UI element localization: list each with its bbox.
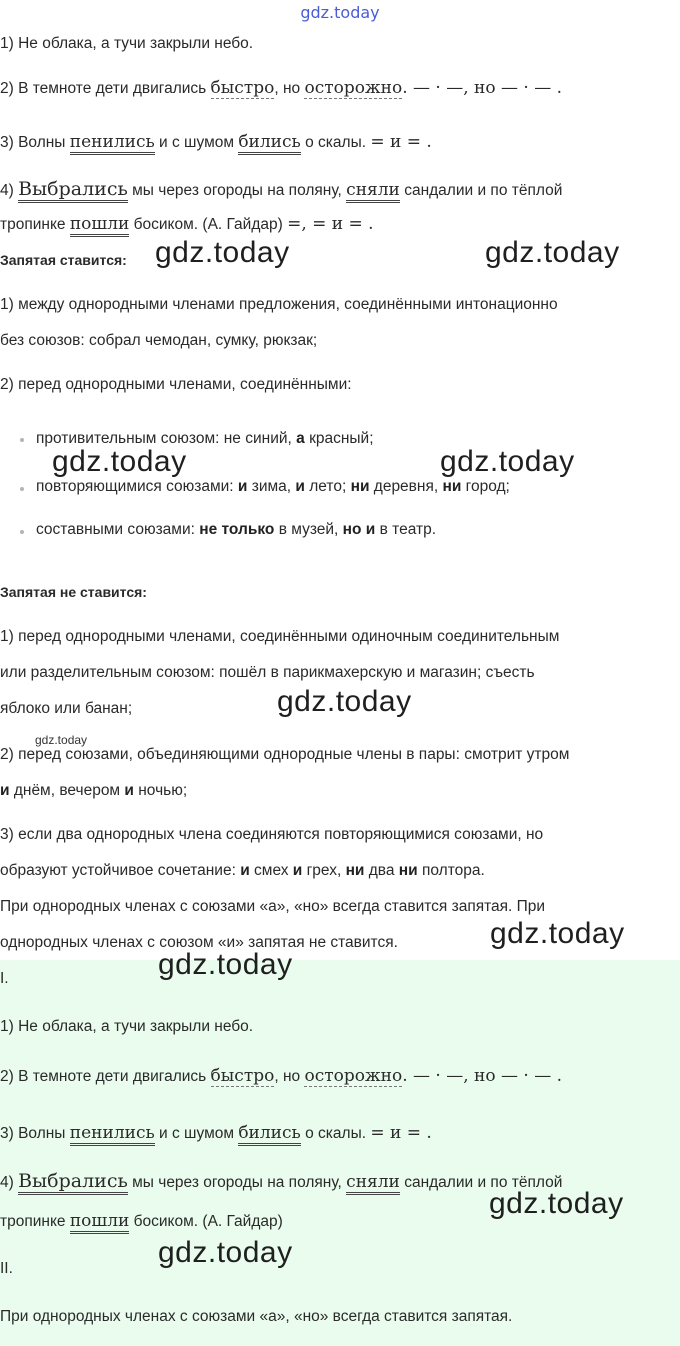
no-rule-1-line3: яблоко или банан;: [0, 700, 133, 717]
watermark: gdz.today: [485, 236, 620, 269]
heading-colon: :: [122, 252, 127, 268]
bullet-dot: [20, 438, 24, 442]
text: мы через огороды на поляну,: [127, 182, 347, 199]
text: 2) В темноте дети двигались: [0, 80, 211, 97]
watermark: gdz.today: [277, 685, 412, 718]
text: составными союзами:: [36, 521, 200, 538]
text: полтора.: [417, 862, 485, 879]
predicate-word: сняли: [346, 1172, 400, 1195]
text: смех: [249, 862, 293, 879]
text: сандалии и по тёплой: [399, 182, 563, 199]
bullet-dot: [20, 487, 24, 491]
bold-conjunction: и: [0, 782, 10, 799]
watermark: gdz.today: [489, 1187, 624, 1220]
text: мы через огороды на поляну,: [127, 1174, 347, 1191]
rule-bullet-3: [36, 521, 436, 539]
ex-sentence-4-line1: [0, 178, 562, 200]
underlined-word: осторожно: [304, 78, 403, 98]
text: 3) Волны: [0, 134, 70, 151]
sentence-schema: . — · —, но — · — .: [402, 1066, 563, 1086]
bold-conjunction: и: [295, 478, 305, 495]
text: в музей,: [274, 521, 343, 538]
text: 3) Волны: [0, 1125, 70, 1142]
answer-sentence-1: 1) Не облака, а тучи закрыли небо.: [0, 1018, 254, 1035]
answer-conclusion: При однородных членах с союзами «а», «но» всегда ставится запятая.: [0, 1308, 513, 1325]
text: тропинке: [0, 1213, 70, 1230]
answer-sentence-3: [0, 1123, 432, 1143]
text: 4): [0, 1174, 19, 1191]
predicate-word: пошли: [70, 1211, 130, 1234]
rule-1-line2: без союзов: собрал чемодан, сумку, рюкзак;: [0, 332, 318, 349]
text: противительным союзом: не синий,: [36, 430, 297, 447]
predicate-word: бились: [238, 1123, 300, 1146]
predicate-word: пенились: [70, 1123, 155, 1146]
text: красный;: [304, 430, 374, 447]
heading-text: Запятая не ставится: [0, 584, 143, 600]
predicate-word: Выбрались: [18, 1170, 128, 1195]
bold-conjunction: и: [292, 862, 303, 879]
text: зима,: [247, 478, 296, 495]
text: образуют устойчивое сочетание:: [0, 862, 241, 879]
no-rule-3-line2: [0, 862, 485, 880]
text: 4): [0, 182, 19, 199]
text: и с шумом: [154, 134, 239, 151]
bold-conjunction: но и: [342, 521, 376, 538]
summary-line1: При однородных членах с союзами «а», «но» всегда ставится запятая. При: [0, 898, 546, 915]
watermark: gdz.today: [158, 1236, 293, 1269]
no-rule-1-line1: 1) перед однородными членами, соединёнными одиночным соединительным: [0, 628, 560, 645]
text: повторяющимися союзами:: [36, 478, 238, 495]
sentence-schema: . — · —, но — · — .: [402, 78, 563, 98]
text: деревня,: [369, 478, 443, 495]
no-rule-1-line2: или разделительным союзом: пошёл в парикмахерскую и магазин; съесть: [0, 664, 535, 681]
ex-sentence-4-line2: [0, 214, 374, 234]
rule-1-line1: 1) между однородными членами предложения, соединёнными интонационно: [0, 296, 558, 313]
no-rule-2-line1: 2) перед союзами, объединяющими однородные члены в пары: смотрит утром: [0, 746, 570, 763]
predicate-word: пошли: [70, 214, 130, 237]
text: в театр.: [375, 521, 437, 538]
text: босиком. (А. Гайдар): [129, 216, 288, 233]
watermark: gdz.today: [158, 948, 293, 981]
rule-bullet-2: [36, 478, 510, 496]
text: , но: [274, 1068, 305, 1085]
watermark: gdz.today: [490, 917, 625, 950]
predicate-word: Выбрались: [18, 178, 128, 203]
no-rule-3-line1: 3) если два однородных члена соединяются повторяющимися союзами, но: [0, 826, 544, 843]
watermark: gdz.today: [440, 445, 575, 478]
bold-conjunction: не только: [199, 521, 275, 538]
sentence-schema: =, = и = .: [287, 214, 374, 234]
predicate-word: сняли: [346, 180, 400, 203]
text: грех,: [302, 862, 346, 879]
bold-conjunction: и: [237, 478, 248, 495]
bold-conjunction: и: [124, 782, 134, 799]
text: 2) В темноте дети двигались: [0, 1068, 211, 1085]
watermark-top: gdz.today: [300, 3, 380, 22]
underlined-word: осторожно: [304, 1066, 403, 1086]
text: днём, вечером: [9, 782, 125, 799]
watermark-small: gdz.today: [35, 733, 88, 747]
bold-conjunction: ни: [350, 478, 370, 495]
text: город;: [461, 478, 510, 495]
no-rule-2-line2: [0, 782, 187, 800]
bold-conjunction: а: [296, 430, 305, 447]
summary-line2: однородных членах с союзом «и» запятая не ставится.: [0, 934, 398, 951]
predicate-word: пенились: [70, 132, 155, 155]
underlined-word: быстро: [210, 1066, 275, 1086]
answer-roman-2: II.: [0, 1260, 13, 1277]
answer-sentence-2: [0, 1066, 562, 1086]
bold-conjunction: и: [240, 862, 250, 879]
sentence-schema: = и = .: [370, 132, 432, 152]
comma-heading: [0, 252, 127, 268]
ex-sentence-2: [0, 78, 562, 98]
text: лето;: [304, 478, 351, 495]
bold-conjunction: ни: [442, 478, 462, 495]
text: , но: [274, 80, 305, 97]
answer-roman-1: I.: [0, 970, 9, 987]
answer-sentence-4-line2: [0, 1211, 283, 1231]
ex-sentence-3: [0, 132, 432, 152]
bold-conjunction: ни: [345, 862, 365, 879]
text: ночью;: [133, 782, 188, 799]
bold-conjunction: ни: [398, 862, 418, 879]
text: босиком. (А. Гайдар): [129, 1213, 283, 1230]
heading-colon: :: [142, 584, 147, 600]
text: о скалы.: [300, 1125, 371, 1142]
bullet-dot: [20, 530, 24, 534]
no-comma-heading: [0, 584, 147, 600]
sentence-schema: = и = .: [370, 1123, 432, 1143]
predicate-word: бились: [238, 132, 300, 155]
underlined-word: быстро: [210, 78, 275, 98]
watermark: gdz.today: [52, 445, 187, 478]
text: о скалы.: [300, 134, 371, 151]
watermark: gdz.today: [155, 236, 290, 269]
answer-sentence-4-line1: [0, 1170, 562, 1192]
text: два: [364, 862, 399, 879]
text: сандалии и по тёплой: [399, 1174, 563, 1191]
heading-text: Запятая ставится: [0, 252, 123, 268]
rule-2: 2) перед однородными членами, соединёнными:: [0, 376, 352, 393]
text: и с шумом: [154, 1125, 239, 1142]
ex-sentence-1: 1) Не облака, а тучи закрыли небо.: [0, 35, 254, 52]
text: тропинке: [0, 216, 70, 233]
